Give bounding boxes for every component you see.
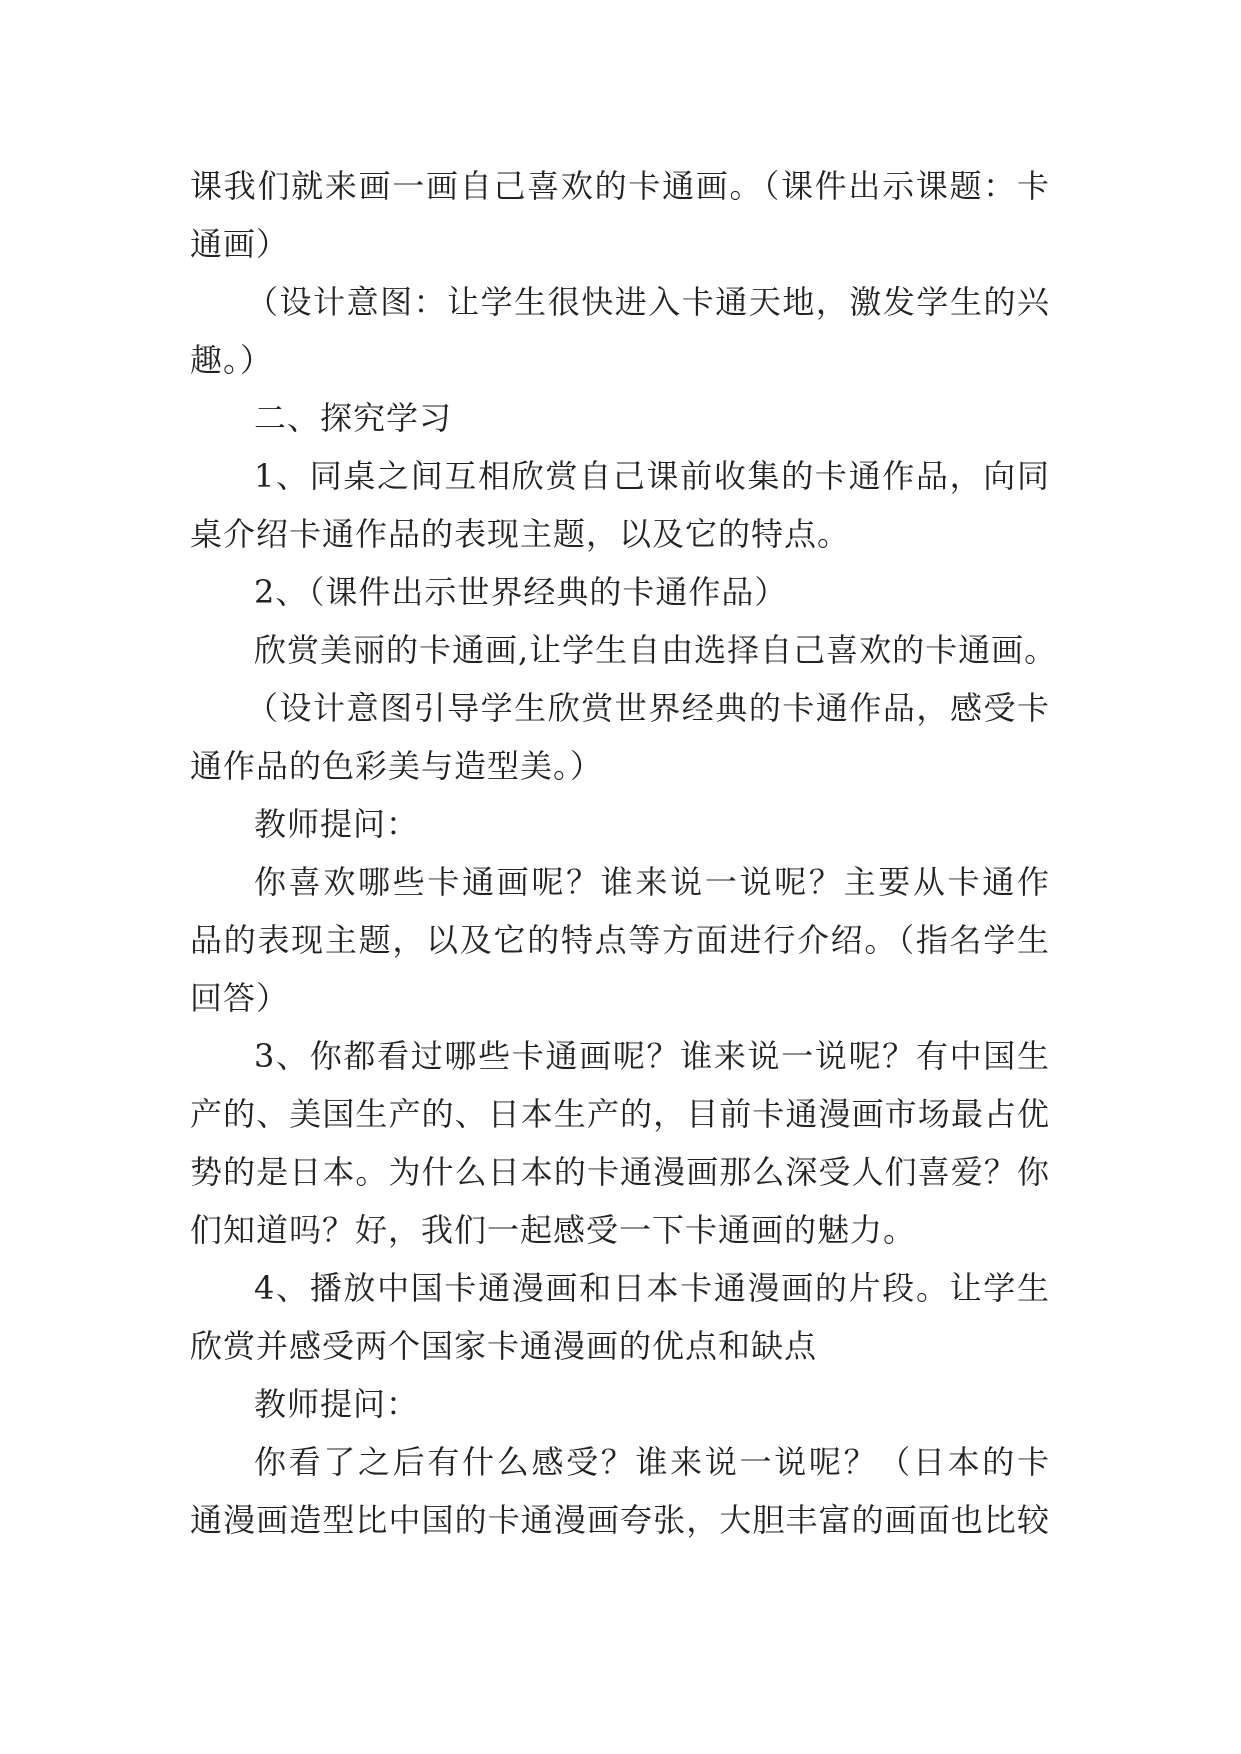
text-line: 产的、美国生产的、日本生产的，目前卡通漫画市场最占优 [190,1095,1050,1133]
text-line: 你看了之后有什么感受？谁来说一说呢？（日本的卡 [254,1443,1050,1481]
section-heading: 二、探究学习 [254,399,453,437]
text-line: 1、同桌之间互相欣赏自己课前收集的卡通作品，向同 [254,457,1050,495]
text-line: 2、（课件出示世界经典的卡通作品） [254,573,788,611]
text-line: 品的表现主题，以及它的特点等方面进行介绍。（指名学生 [190,921,1050,959]
text-line: 回答） [190,979,290,1017]
text-line: 通作品的色彩美与造型美。） [190,747,604,785]
text-line: 通画） [190,225,290,263]
text-line: 欣赏美丽的卡通画,让学生自由选择自己喜欢的卡通画。 [254,631,1058,669]
text-line: 你喜欢哪些卡通画呢？谁来说一说呢？主要从卡通作 [254,863,1050,901]
text-line: （设计意图：让学生很快进入卡通天地，激发学生的兴 [246,283,1050,321]
text-line: 教师提问： [254,805,420,843]
text-line: 3、你都看过哪些卡通画呢？谁来说一说呢？有中国生 [254,1037,1050,1075]
text-line: 桌介绍卡通作品的表现主题，以及它的特点。 [190,515,851,553]
text-line: 通漫画造型比中国的卡通漫画夸张，大胆丰富的画面也比较 [190,1501,1050,1539]
text-line: （设计意图引导学生欣赏世界经典的卡通作品，感受卡 [246,689,1050,727]
text-line: 课我们就来画一画自己喜欢的卡通画。（课件出示课题：卡 [190,167,1050,205]
text-line: 教师提问： [254,1385,420,1423]
text-line: 欣赏并感受两个国家卡通漫画的优点和缺点 [190,1327,818,1365]
text-line: 4、播放中国卡通漫画和日本卡通漫画的片段。让学生 [254,1269,1050,1307]
text-line: 趣。） [190,341,274,379]
text-line: 们知道吗？好，我们一起感受一下卡通画的魅力。 [190,1211,917,1249]
text-line: 势的是日本。为什么日本的卡通漫画那么深受人们喜爱？你 [190,1153,1050,1191]
